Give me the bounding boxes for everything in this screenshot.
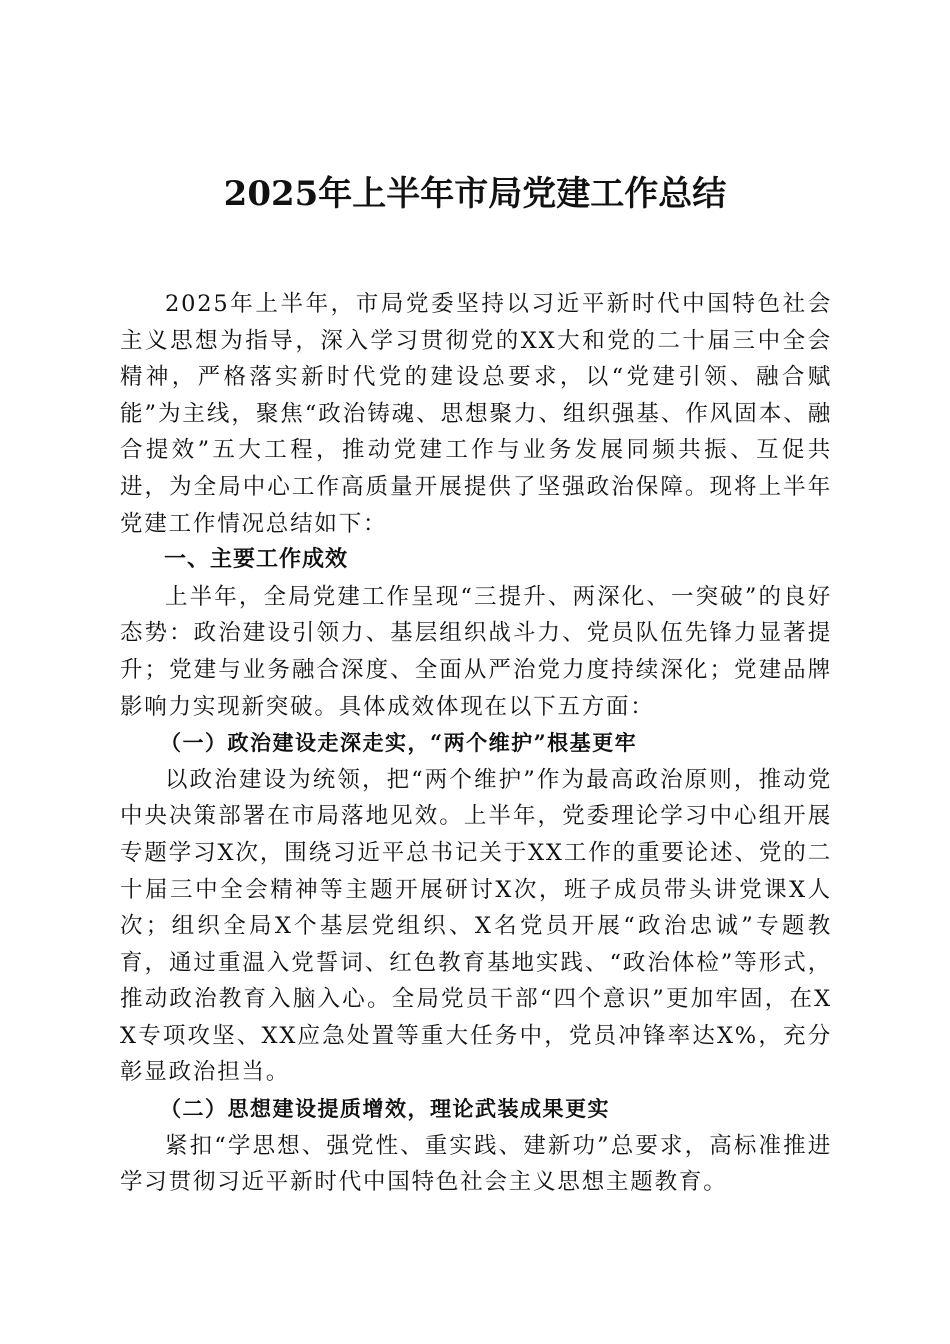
intro-paragraph: 2025年上半年，市局党委坚持以习近平新时代中国特色社会主义思想为指导，深入学习贯彻党的XX大和党的二十届三中全会精神，严格落实新时代党的建设总要求，以“党建引领、融合赋能”为主线，聚焦“政治铸魂、思想聚力、组织强基、作风固本、融合提效”五大工程，推动党建工作与业务发展同频共振、互促共进，为全局中心工作高质量开展提供了坚强政治保障。现将上半年党建工作情况总结如下：	[120, 291, 832, 537]
subsection-heading-ideological-building: （二）思想建设提质增效，理论武装成果更实	[160, 1096, 610, 1122]
document-body	[120, 286, 832, 1201]
political-building-paragraph: 以政治建设为统领，把“两个维护”作为最高政治原则，推动党中央决策部署在市局落地见效。上半年，党委理论学习中心组开展专题学习X次，围绕习近平总书记关于XX工作的重要论述、党的二十届三中全会精神等主题开展研讨X次，班子成员带头讲党课X人次；组织全局X个基层党组织、X名党员开展“政治忠诚”专题教育，通过重温入党誓词、红色教育基地实践、“政治体检”等形式，推动政治教育入脑入心。全局党员干部“四个意识”更加牢固，在XX专项攻坚、XX应急处置等重大任务中，党员冲锋率达X%，充分彰显政治担当。	[120, 766, 832, 1086]
ideological-building-paragraph: 紧扣“学思想、强党性、重实践、建新功”总要求，高标准推进学习贯彻习近平新时代中国特色社会主义思想主题教育。	[120, 1132, 832, 1196]
section-summary-paragraph: 上半年，全局党建工作呈现“三提升、两深化、一突破”的良好态势：政治建设引领力、基层组织战斗力、党员队伍先锋力显著提升；党建与业务融合深度、全面从严治党力度持续深化；党建品牌影响力实现新突破。具体成效体现在以下五方面：	[120, 583, 832, 720]
section-heading-main-achievements: 一、主要工作成效	[164, 547, 349, 573]
document-title: 2025年上半年市局党建工作总结	[223, 174, 727, 214]
subsection-heading-political-building: （一）政治建设走深走实，“两个维护”根基更牢	[160, 730, 638, 756]
